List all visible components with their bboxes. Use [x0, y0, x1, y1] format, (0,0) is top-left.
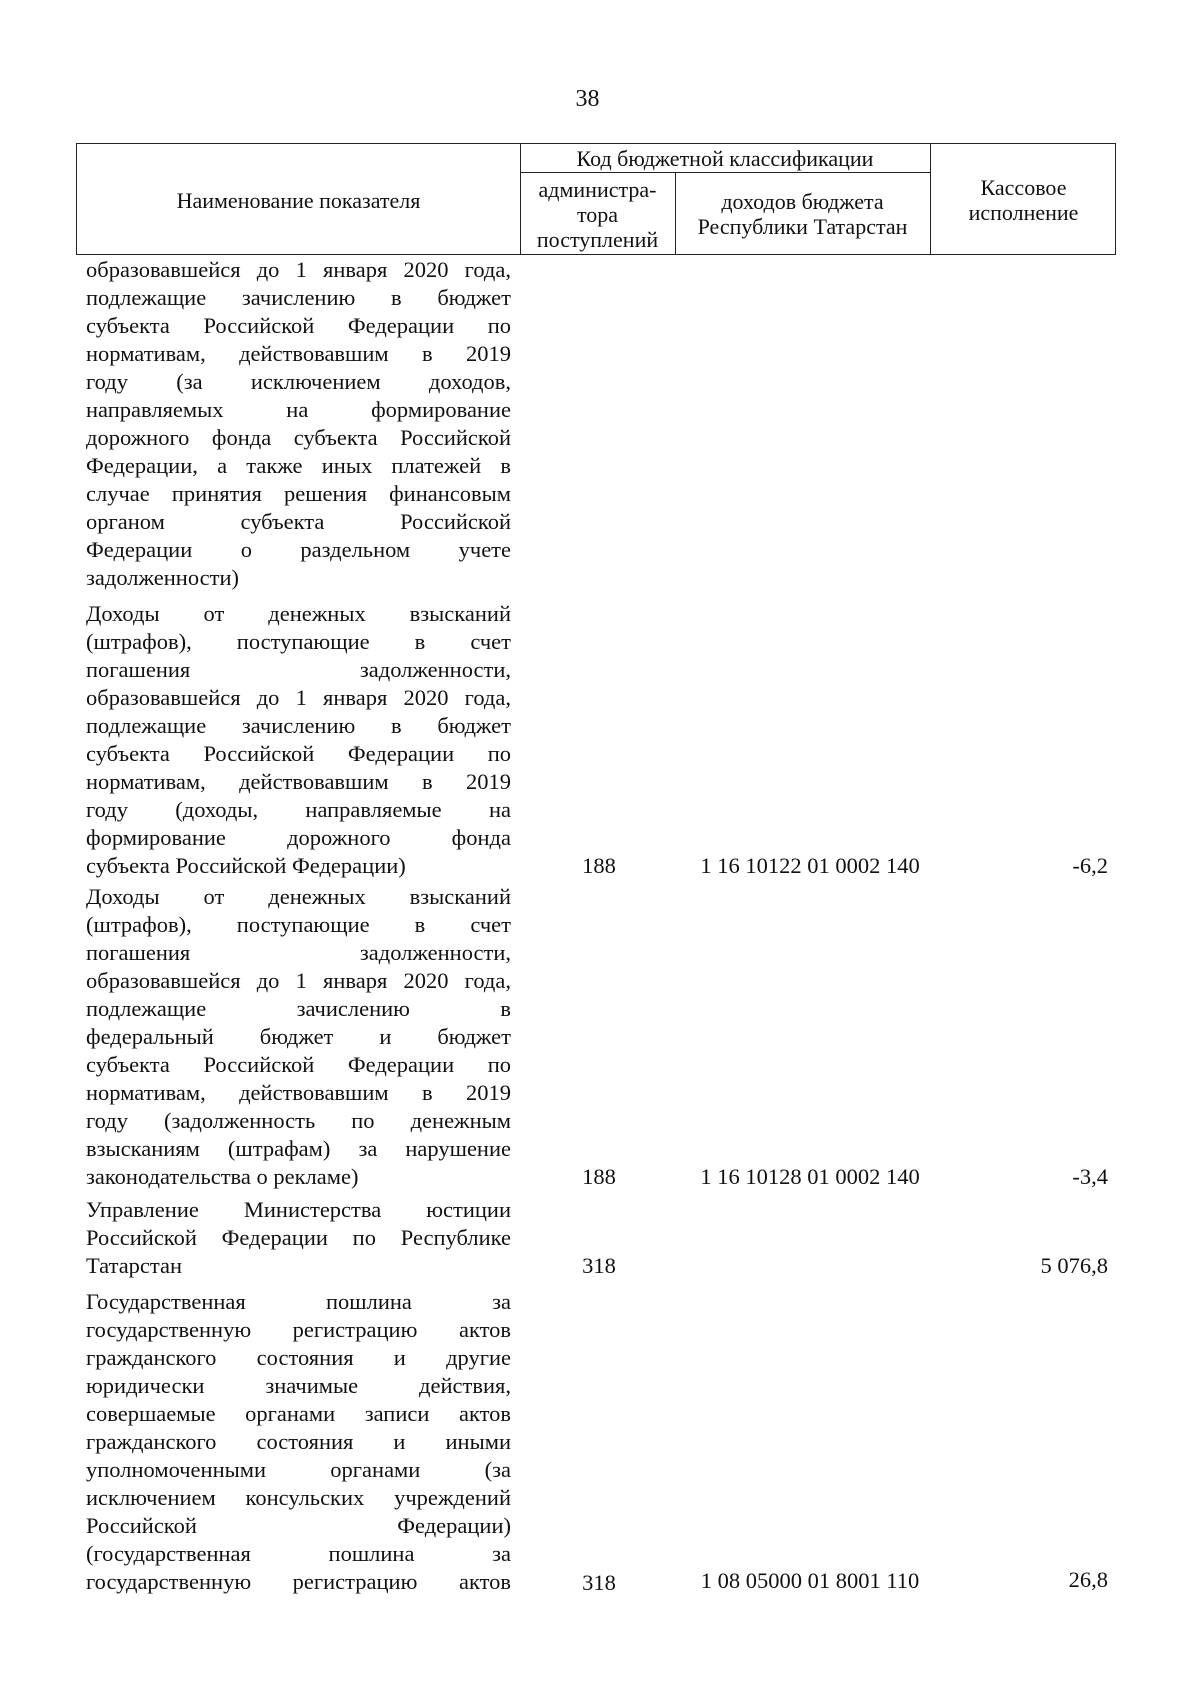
column-header-income-code: доходов бюджета Республики Татарстан: [697, 189, 908, 239]
admin-code: 188: [582, 853, 616, 878]
column-header-admin: администра- тора поступлений: [536, 176, 659, 252]
indicator-name: Доходы от денежных взысканий (штрафов), поступающие в счет погашения задолженности, образовавшейся до 1 января 2020 года, подлежащие зачислению в федеральный бюджет и бюджет субъекта Российской Федерации по нормативам, действовавшим в 2019 году (задолженность по денежным взысканиям (штрафам) за нарушение законодательства о рекламе): [86, 884, 511, 1189]
execution-amount: -6,2: [1072, 853, 1108, 878]
indicator-name: Управление Министерства юстиции Российской Федерации по Республике Татарстан: [86, 1197, 511, 1278]
admin-code: 188: [582, 1164, 616, 1189]
income-code: 1 16 10128 01 0002 140: [700, 1164, 920, 1189]
column-header-code-group: Код бюджетной классификации: [576, 145, 874, 171]
execution-amount: -3,4: [1072, 1164, 1108, 1189]
execution-amount: 5 076,8: [1040, 1253, 1108, 1278]
admin-code: 318: [582, 1570, 616, 1595]
column-header-name: Наименование показателя: [176, 187, 421, 213]
page-number: 38: [575, 86, 600, 112]
indicator-name: образовавшейся до 1 января 2020 года, подлежащие зачислению в бюджет субъекта Российской Федерации по нормативам, действовавшим в 2019 году (за исключением доходов, направляемых на формирование дорожного фонда субъекта Российской Федерации, а также иных платежей в случае принятия решения финансовым органом субъекта Российской Федерации о раздельном учете задолженности): [86, 257, 511, 590]
indicator-name: Государственная пошлина за государственную регистрацию актов гражданского состояния и другие юридически значимые действия, совершаемые органами записи актов гражданского состояния и иными уполномоченными органами (за исключением консульских учреждений Российской Федерации) (государственная пошлина за государственную регистрацию актов: [86, 1289, 511, 1594]
indicator-name: Доходы от денежных взысканий (штрафов), поступающие в счет погашения задолженности, образовавшейся до 1 января 2020 года, подлежащие зачислению в бюджет субъекта Российской Федерации по нормативам, действовавшим в 2019 году (доходы, направляемые на формирование дорожного фонда субъекта Российской Федерации): [86, 601, 511, 878]
column-header-execution: Кассовое исполнение: [968, 175, 1079, 225]
income-code: 1 16 10122 01 0002 140: [700, 853, 920, 878]
income-code: 1 08 05000 01 8001 110: [700, 1568, 920, 1593]
admin-code: 318: [582, 1253, 616, 1278]
execution-amount: 26,8: [1068, 1567, 1108, 1592]
table-header: [76, 143, 1116, 255]
